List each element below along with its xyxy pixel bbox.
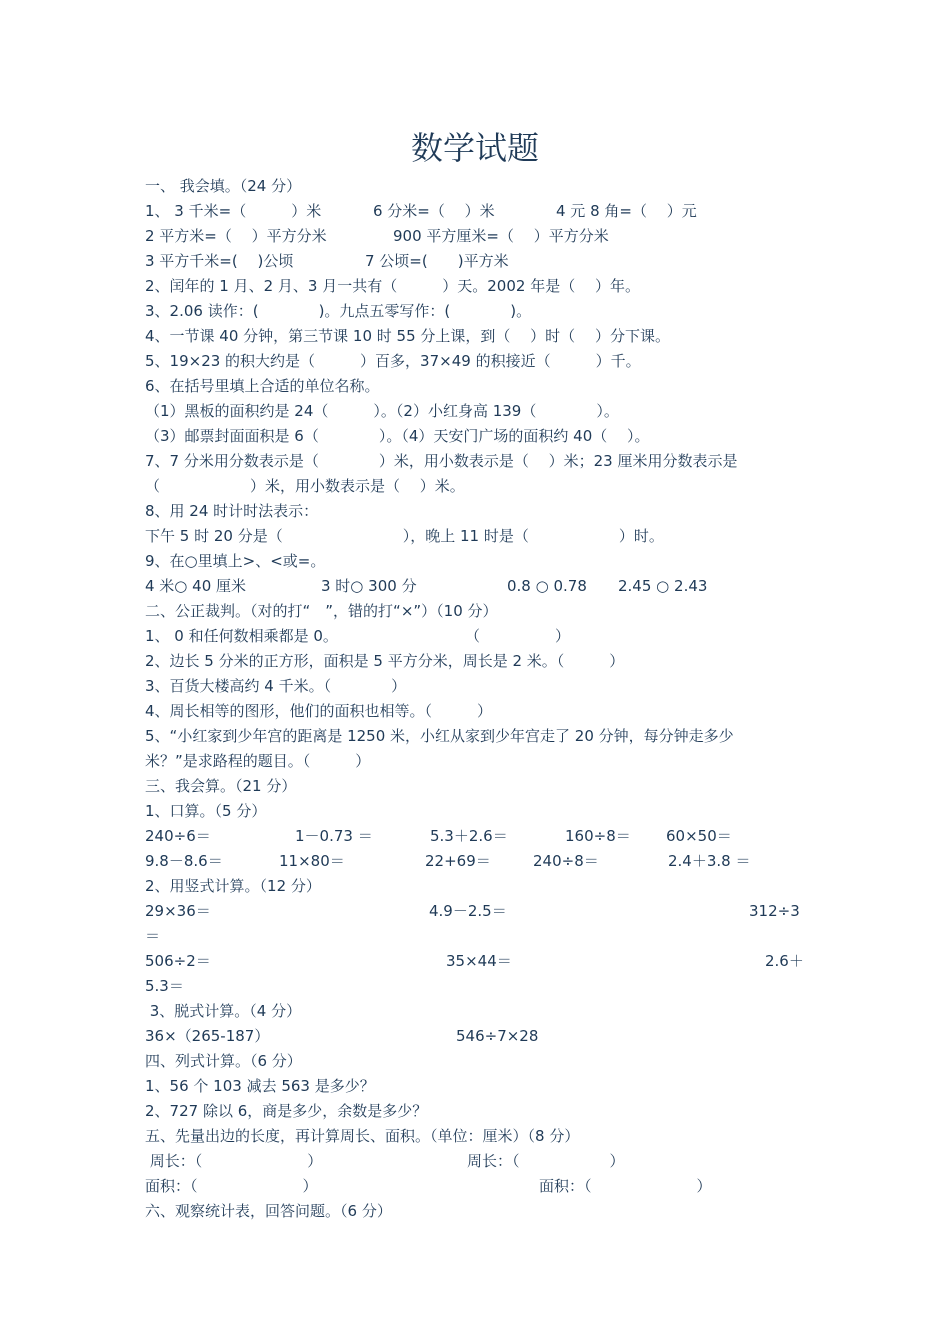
- text-line: 4.9－2.5＝: [429, 902, 507, 920]
- text-line: 60×50＝: [666, 827, 732, 845]
- text-line: 2、闰年的 1 月、2 月、3 月一共有（ ）天。2002 年是（ ）年。: [145, 277, 640, 295]
- text-line: 1、56 个 103 减去 563 是多少？: [145, 1077, 375, 1095]
- text-line: 五、先量出边的长度，再计算周长、面积。（单位：厘米）（8 分）: [145, 1127, 580, 1145]
- text-line: 2.45 ○ 2.43: [618, 577, 708, 595]
- text-line: 2 平方米=（ ）平方分米: [145, 227, 327, 245]
- text-line: 米？”是求路程的题目。（ ）: [145, 752, 371, 770]
- text-line: 5.3＝: [145, 977, 184, 995]
- text-line: 0.8 ○ 0.78: [507, 577, 587, 595]
- text-line: 35×44＝: [446, 952, 512, 970]
- text-line: 29×36＝: [145, 902, 211, 920]
- text-line: 周长：（ ）: [467, 1152, 625, 1170]
- text-line: 5.3＋2.6＝: [430, 827, 508, 845]
- text-line: ＝: [145, 927, 161, 945]
- text-line: 2、边长 5 分米的正方形，面积是 5 平方分米，周长是 2 米。（ ）: [145, 652, 625, 670]
- text-line: 5、19×23 的积大约是（ ）百多，37×49 的积接近（ ）千。: [145, 352, 641, 370]
- text-line: 4 米○ 40 厘米: [145, 577, 247, 595]
- text-line: 9.8－8.6＝: [145, 852, 223, 870]
- text-line: 四、列式计算。（6 分）: [145, 1052, 302, 1070]
- text-line: （1）黑板的面积约是 24（ ）。（2）小红身高 139（ ）。: [145, 402, 619, 420]
- text-line: 3、2.06 读作：( )。九点五零写作：( )。: [145, 302, 532, 320]
- text-line: 周长：（ ）: [145, 1152, 323, 1170]
- text-line: 6 分米=（ ）米: [373, 202, 495, 220]
- text-line: 22+69＝: [425, 852, 491, 870]
- text-line: 下午 5 时 20 分是（ ），晚上 11 时是（ ）时。: [145, 527, 664, 545]
- text-line: 240÷6＝: [145, 827, 211, 845]
- text-line: 11×80＝: [279, 852, 345, 870]
- text-line: 160÷8＝: [565, 827, 631, 845]
- text-line: 4、周长相等的图形，他们的面积也相等。（ ）: [145, 702, 493, 720]
- text-line: 4 元 8 角=（ ）元: [556, 202, 697, 220]
- text-line: 1、 0 和任何数相乘都是 0。: [145, 627, 338, 645]
- text-line: 三、我会算。（21 分）: [145, 777, 297, 795]
- text-line: （3）邮票封面面积是 6（ ）。（4）天安门广场的面积约 40（ ）。: [145, 427, 650, 445]
- text-line: 2、727 除以 6，商是多少，余数是多少？: [145, 1102, 428, 1120]
- text-line: 六、观察统计表，回答问题。（6 分）: [145, 1202, 392, 1220]
- text-line: 546÷7×28: [456, 1027, 539, 1045]
- text-line: 一、 我会填。（24 分）: [145, 177, 302, 195]
- text-line: 7、7 分米用分数表示是（ ）米，用小数表示是（ ）米；23 厘米用分数表示是: [145, 452, 738, 470]
- text-line: 1－0.73 ＝: [295, 827, 373, 845]
- text-line: 二、公正裁判。（对的打“ ”，错的打“×”）（10 分）: [145, 602, 498, 620]
- text-line: 2.4＋3.8 ＝: [668, 852, 751, 870]
- text-line: 1、口算。（5 分）: [145, 802, 267, 820]
- text-line: 3、脱式计算。（4 分）: [145, 1002, 302, 1020]
- text-line: 7 公顷=( )平方米: [365, 252, 509, 270]
- text-line: 3 时○ 300 分: [321, 577, 417, 595]
- page-title: 数学试题: [410, 129, 539, 167]
- text-line: 36×（265-187）: [145, 1027, 270, 1045]
- text-line: 506÷2＝: [145, 952, 211, 970]
- text-line: 312÷3: [749, 902, 800, 920]
- text-line: 4、一节课 40 分钟，第三节课 10 时 55 分上课，到（ ）时（ ）分下课。: [145, 327, 670, 345]
- text-line: 1、 3 千米=（ ）米: [145, 202, 322, 220]
- text-line: 900 平方厘米=（ ）平方分米: [393, 227, 609, 245]
- text-line: 面积：（ ）: [539, 1177, 712, 1195]
- text-line: 9、在○里填上>、<或=。: [145, 552, 326, 570]
- text-line: 3、百货大楼高约 4 千米。（ ）: [145, 677, 407, 695]
- text-line: 2.6＋: [765, 952, 804, 970]
- text-line: （ ）: [465, 627, 571, 645]
- text-line: 5、“小红家到少年宫的距离是 1250 米，小红从家到少年宫走了 20 分钟，每分钟走多少: [145, 727, 734, 745]
- text-line: （ ）米，用小数表示是（ ）米。: [145, 477, 465, 495]
- text-line: 面积：（ ）: [145, 1177, 318, 1195]
- text-line: 240÷8＝: [533, 852, 599, 870]
- text-line: 2、用竖式计算。（12 分）: [145, 877, 321, 895]
- text-line: 3 平方千米=( )公顷: [145, 252, 294, 270]
- text-line: 8、用 24 时计时法表示：: [145, 502, 319, 520]
- text-line: 6、在括号里填上合适的单位名称。: [145, 377, 380, 395]
